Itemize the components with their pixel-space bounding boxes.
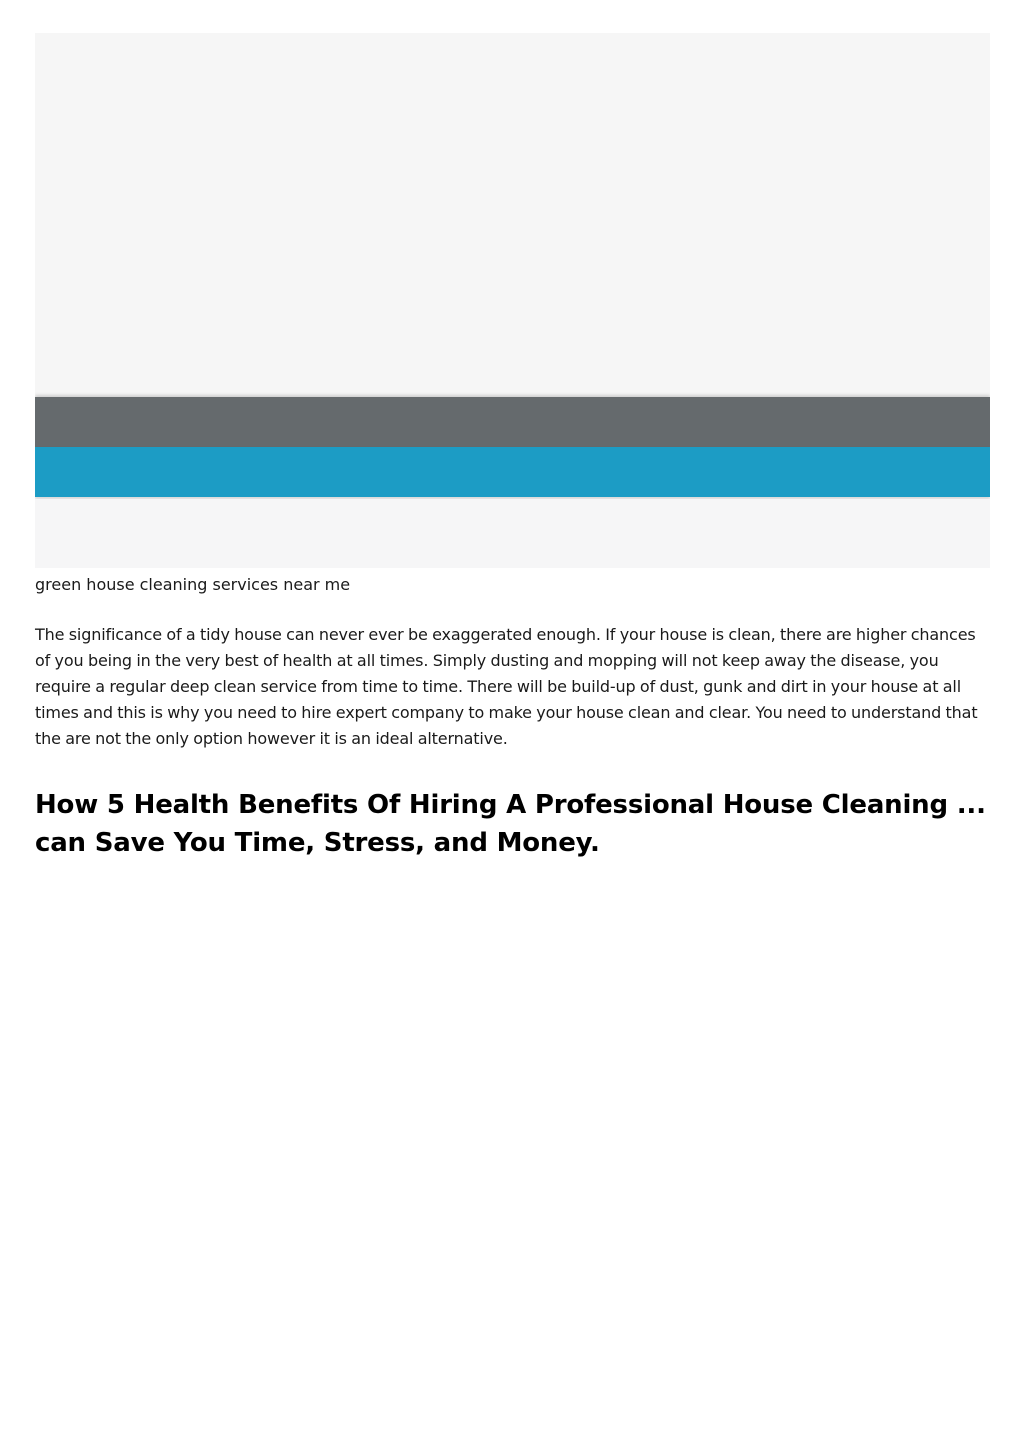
image-footer-area bbox=[35, 499, 990, 568]
article-paragraph: The significance of a tidy house can never ever be exaggerated enough. If your house is clean, there are higher chances of you being in the very best of health at all times. Simply dusting and mopping will not keep away the disease, you require a regular deep clean service from time to time. There will be build-up of dust, gunk and dirt in your house at all times and this is why you need to hire expert company to make your house clean and clear. You need to understand that the are not the only option however it is an ideal alternative. bbox=[35, 625, 978, 748]
image-background bbox=[35, 33, 990, 395]
hero-image bbox=[35, 33, 990, 568]
gray-band bbox=[35, 397, 990, 447]
blue-band bbox=[35, 447, 990, 497]
document-page bbox=[35, 33, 990, 862]
image-caption: green house cleaning services near me bbox=[35, 575, 351, 594]
section-heading: How 5 Health Benefits Of Hiring A Professional House Cleaning ... can Save You Time, Stress, and Money. bbox=[35, 790, 986, 858]
